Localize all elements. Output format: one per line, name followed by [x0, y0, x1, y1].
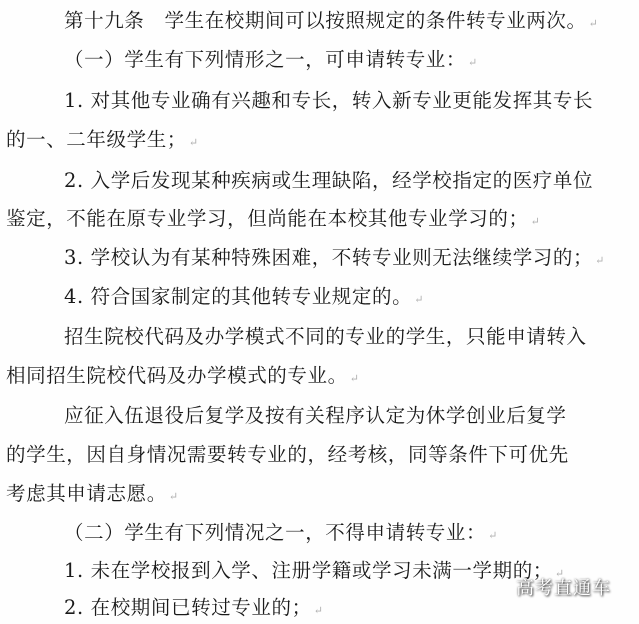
veteran-line-2 [6, 442, 569, 468]
line-text: 4. 符合国家制定的其他转专业规定的。 [64, 285, 413, 308]
veteran-line-1 [64, 403, 567, 429]
line-text: （一）学生有下列情形之一，可申请转专业： [64, 48, 467, 71]
line-text: 的学生，因自身情况需要转专业的，经考核，同等条件下可优先 [6, 443, 569, 466]
restriction-1-line [64, 558, 565, 587]
line-text: 考虑其申请志愿。 [6, 482, 167, 505]
line-text: 招生院校代码及办学模式不同的专业的学生，只能申请转入 [64, 325, 587, 348]
item-1-line-1 [64, 88, 593, 114]
watermark-label: 高考直通车 [516, 578, 611, 599]
item-1-line-2 [6, 127, 199, 156]
paragraph-mark-icon: ↵ [488, 529, 498, 542]
line-text: 3. 学校认为有某种特殊困难，不转专业则无法继续学习的； [64, 246, 594, 269]
line-text: 第十九条 学生在校期间可以按照规定的条件转专业两次。 [64, 9, 587, 32]
item-4-line [64, 284, 424, 313]
line-text: 应征入伍退役后复学及按有关程序认定为休学创业后复学 [64, 404, 567, 427]
line-text: 1. 未在学校报到入学、注册学籍或学习未满一学期的； [64, 559, 553, 582]
paragraph-mark-icon: ↵ [595, 254, 605, 267]
item-3-line [64, 245, 605, 274]
line-text: 2. 在校期间已转过专业的； [64, 596, 312, 619]
paragraph-mark-icon: ↵ [554, 567, 565, 580]
paragraph-mark-icon: ↵ [349, 372, 360, 385]
article-heading-line [64, 8, 598, 37]
paragraph-mark-icon: ↵ [468, 56, 478, 69]
veteran-line-3 [6, 481, 179, 510]
enrollment-code-line-1 [64, 324, 587, 350]
paragraph-mark-icon: ↵ [168, 490, 179, 503]
section-two-heading-line [64, 520, 498, 549]
paragraph-mark-icon: ↵ [588, 17, 599, 30]
line-text: 相同招生院校代码及办学模式的专业。 [6, 364, 348, 387]
item-2-line-2 [6, 206, 540, 235]
item-2-line-1 [64, 168, 593, 194]
restriction-2-line [64, 595, 324, 624]
line-text: 1. 对其他专业确有兴趣和专长，转入新专业更能发挥其专长 [64, 89, 594, 112]
paragraph-mark-icon: ↵ [313, 604, 324, 617]
section-one-heading-line [64, 47, 478, 76]
paragraph-mark-icon: ↵ [414, 293, 425, 306]
enrollment-code-line-2 [6, 363, 360, 392]
paragraph-mark-icon: ↵ [530, 215, 541, 228]
line-text: 鉴定，不能在原专业学习，但尚能在本校其他专业学习的； [6, 207, 529, 230]
paragraph-mark-icon: ↵ [188, 136, 199, 149]
line-text: 2. 入学后发现某种疾病或生理缺陷，经学校指定的医疗单位 [64, 169, 594, 192]
line-text: 的一、二年级学生； [6, 128, 187, 151]
line-text: （二）学生有下列情况之一，不得申请转专业： [64, 521, 487, 544]
